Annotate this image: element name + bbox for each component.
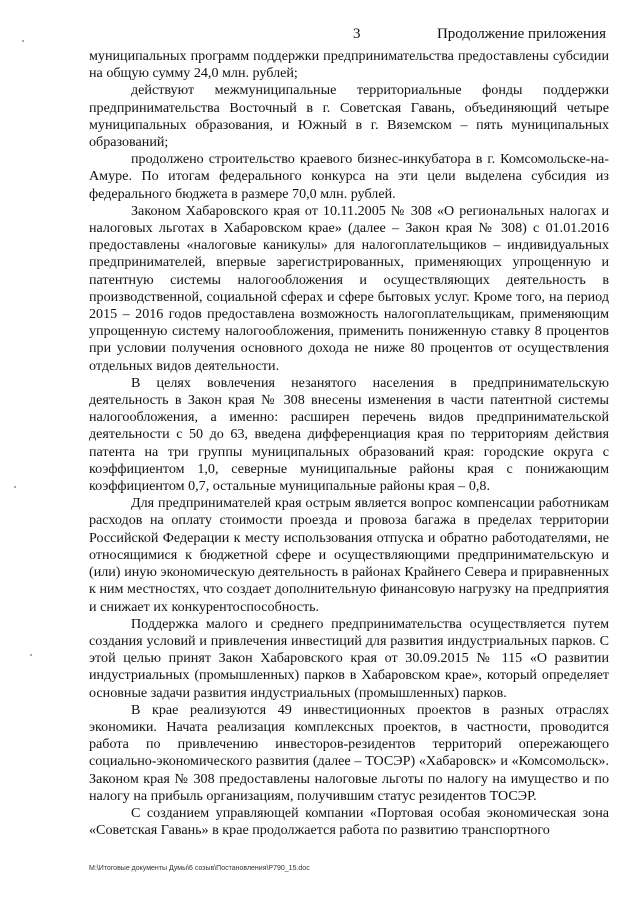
- paragraph-1: муниципальных программ поддержки предпринимательства предоставлены субсидии на общую сумму 24,0 млн. рублей;: [89, 48, 609, 82]
- paragraph-5: В целях вовлечения незанятого населения в предпринимательскую деятельность в Закон края № 308 внесены изменения в части патентной системы налогообложения, а именно: расширен перечень видов предпринимательской деятельности с 50 до 63, введена дифференциация края по территориям действия патента на три группы муниципальных образований края: городские округа с коэффициентом 1,0, северные муниципальные районы края с понижающим коэффициентом 0,7, остальные муниципальные районы края – 0,8.: [89, 374, 609, 495]
- scan-speck: [22, 40, 24, 42]
- continuation-label: Продолжение приложения: [436, 26, 606, 42]
- paragraph-6: Для предпринимателей края острым является вопрос компенсации работникам расходов на оплату стоимости проезда и провоза багажа в пределах территории Российской Федерации к месту использования отпуска и обратно работодателями, не относящимися к бюджетной сфере и осуществляющими предпринимательскую и (или) иную экономическую деятельность в районах Крайнего Севера и приравненных к ним местностях, что создает дополнительную финансовую нагрузку на предприятия и снижает их конкурентоспособность.: [89, 495, 609, 615]
- paragraph-8: В крае реализуются 49 инвестиционных проектов в разных отраслях экономики. Начата реализация комплексных проектов, в частности, проводится работа по привлечению инвесторов-резидентов территорий опережающего социально-экономического развития (далее – ТОСЭР) «Хабаровск» и «Комсомольск». Законом края № 308 предоставлены налоговые льготы по налогу на имущество и по налогу на прибыль организациям, получившим статус резидентов ТОСЭР.: [89, 701, 609, 804]
- scan-speck: [14, 486, 16, 488]
- paragraph-2: действуют межмуниципальные территориальные фонды поддержки предпринимательства Восточный в г. Советская Гавань, объединяющий четыре муниципальных образования, и Южный в г. Вяземском – пять муниципальных образований;: [89, 82, 609, 151]
- document-body: [89, 48, 609, 839]
- scan-speck: [30, 654, 32, 656]
- paragraph-7: Поддержка малого и среднего предпринимательства осуществляется путем создания условий и привлечения инвестиций для развития индустриальных парков. С этой целью принят Закон Хабаровского края от 30.09.2015 № 115 «О развитии индустриальных (промышленных) парков в Хабаровском крае», который определяет основные задачи развития индустриальных (промышленных) парков.: [89, 615, 609, 701]
- paragraph-4: Законом Хабаровского края от 10.11.2005 № 308 «О региональных налогах и налоговых льготах в Хабаровском крае» (далее – Закон края № 308) с 01.01.2016 предоставлены «налоговые каникулы» для налогоплательщиков – индивидуальных предпринимателей, впервые зарегистрированных, применяющих упрощенную и патентную системы налогообложения и осуществляющих деятельность в производственной, социальной сферах и сфере бытовых услуг. Кроме того, на период 2015 – 2016 годов предоставлена возможность налогоплательщикам, применяющим упрощенную систему налогообложения, применить пониженную ставку 8 процентов при условии получения основного дохода не ниже 80 процентов от осуществления отдельных видов деятельности.: [89, 202, 609, 374]
- file-path-footer: M:\Итоговые документы Думы\6 созыв\Постановления\P790_15.doc: [89, 865, 310, 872]
- paragraph-3: продолжено строительство краевого бизнес-инкубатора в г. Комсомольске-на-Амуре. По итогам федерального конкурса на эти цели выделена субсидия из федерального бюджета в размере 70,0 млн. рублей.: [89, 151, 609, 202]
- paragraph-9: С созданием управляющей компании «Портовая особая экономическая зона «Советская Гавань» в крае продолжается работа по развитию транспортного: [89, 804, 609, 839]
- page-number: 3: [353, 26, 361, 42]
